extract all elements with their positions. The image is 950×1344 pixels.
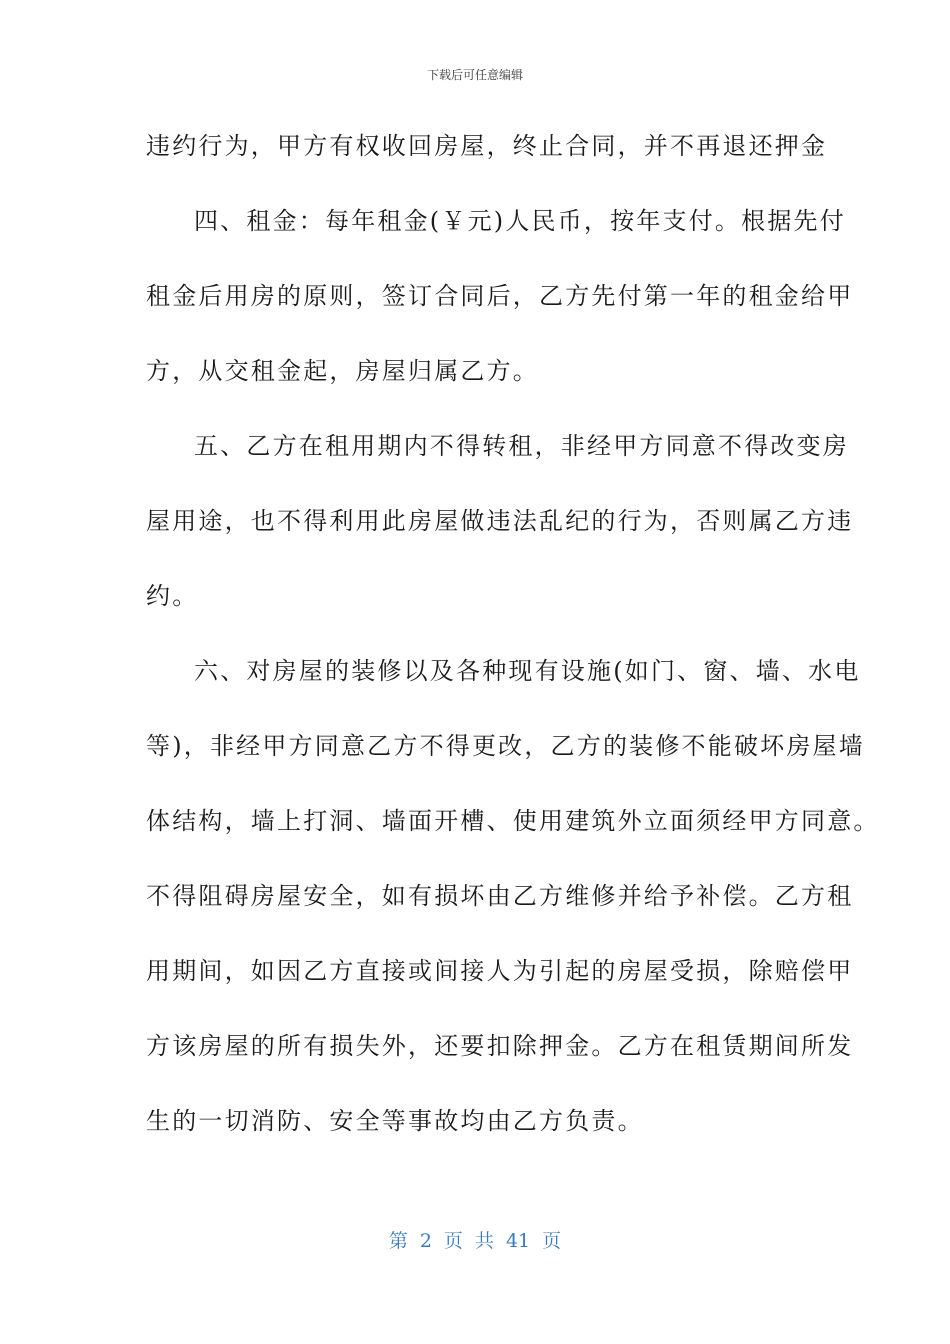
text-line: 体结构，墙上打洞、墙面开槽、使用建筑外立面须经甲方同意。 xyxy=(146,807,880,835)
paragraph-5-line: 五、乙方在租用期内不得转租，非经甲方同意不得改变房 xyxy=(194,432,849,460)
text-line: 生的一切消防、安全等事故均由乙方负责。 xyxy=(146,1107,644,1135)
header-note: 下载后可任意编辑 xyxy=(426,68,523,82)
text-line: 违约行为，甲方有权收回房屋，终止合同，并不再退还押金 xyxy=(146,132,828,160)
text-line: 屋用途，也不得利用此房屋做违法乱纪的行为，否则属乙方违 xyxy=(146,507,854,535)
footer-prefix: 第 xyxy=(388,1230,408,1252)
text-line: 租金后用房的原则，签订合同后，乙方先付第一年的租金给甲 xyxy=(146,282,854,310)
text-line: 方，从交租金起，房屋归属乙方。 xyxy=(146,357,539,385)
footer-middle: 页 共 xyxy=(443,1230,494,1252)
total-pages: 41 xyxy=(505,1230,531,1252)
text-line: 方该房屋的所有损失外，还要扣除押金。乙方在租赁期间所发 xyxy=(146,1032,854,1060)
page-number: 2 xyxy=(419,1230,432,1252)
text-line: 不得阻碍房屋安全，如有损坏由乙方维修并给予补偿。乙方租 xyxy=(146,882,854,910)
text-line: 等)，非经甲方同意乙方不得更改，乙方的装修不能破坏房屋墙 xyxy=(146,732,865,760)
paragraph-4-line: 四、租金：每年租金(￥元)人民币，按年支付。根据先付 xyxy=(194,207,846,235)
text-line: 用期间，如因乙方直接或间接人为引起的房屋受损，除赔偿甲 xyxy=(146,957,854,985)
footer-suffix: 页 xyxy=(542,1230,562,1252)
text-line: 约。 xyxy=(146,582,199,610)
paragraph-6-line: 六、对房屋的装修以及各种现有设施(如门、窗、墙、水电 xyxy=(194,657,861,685)
page-footer xyxy=(0,1226,950,1253)
